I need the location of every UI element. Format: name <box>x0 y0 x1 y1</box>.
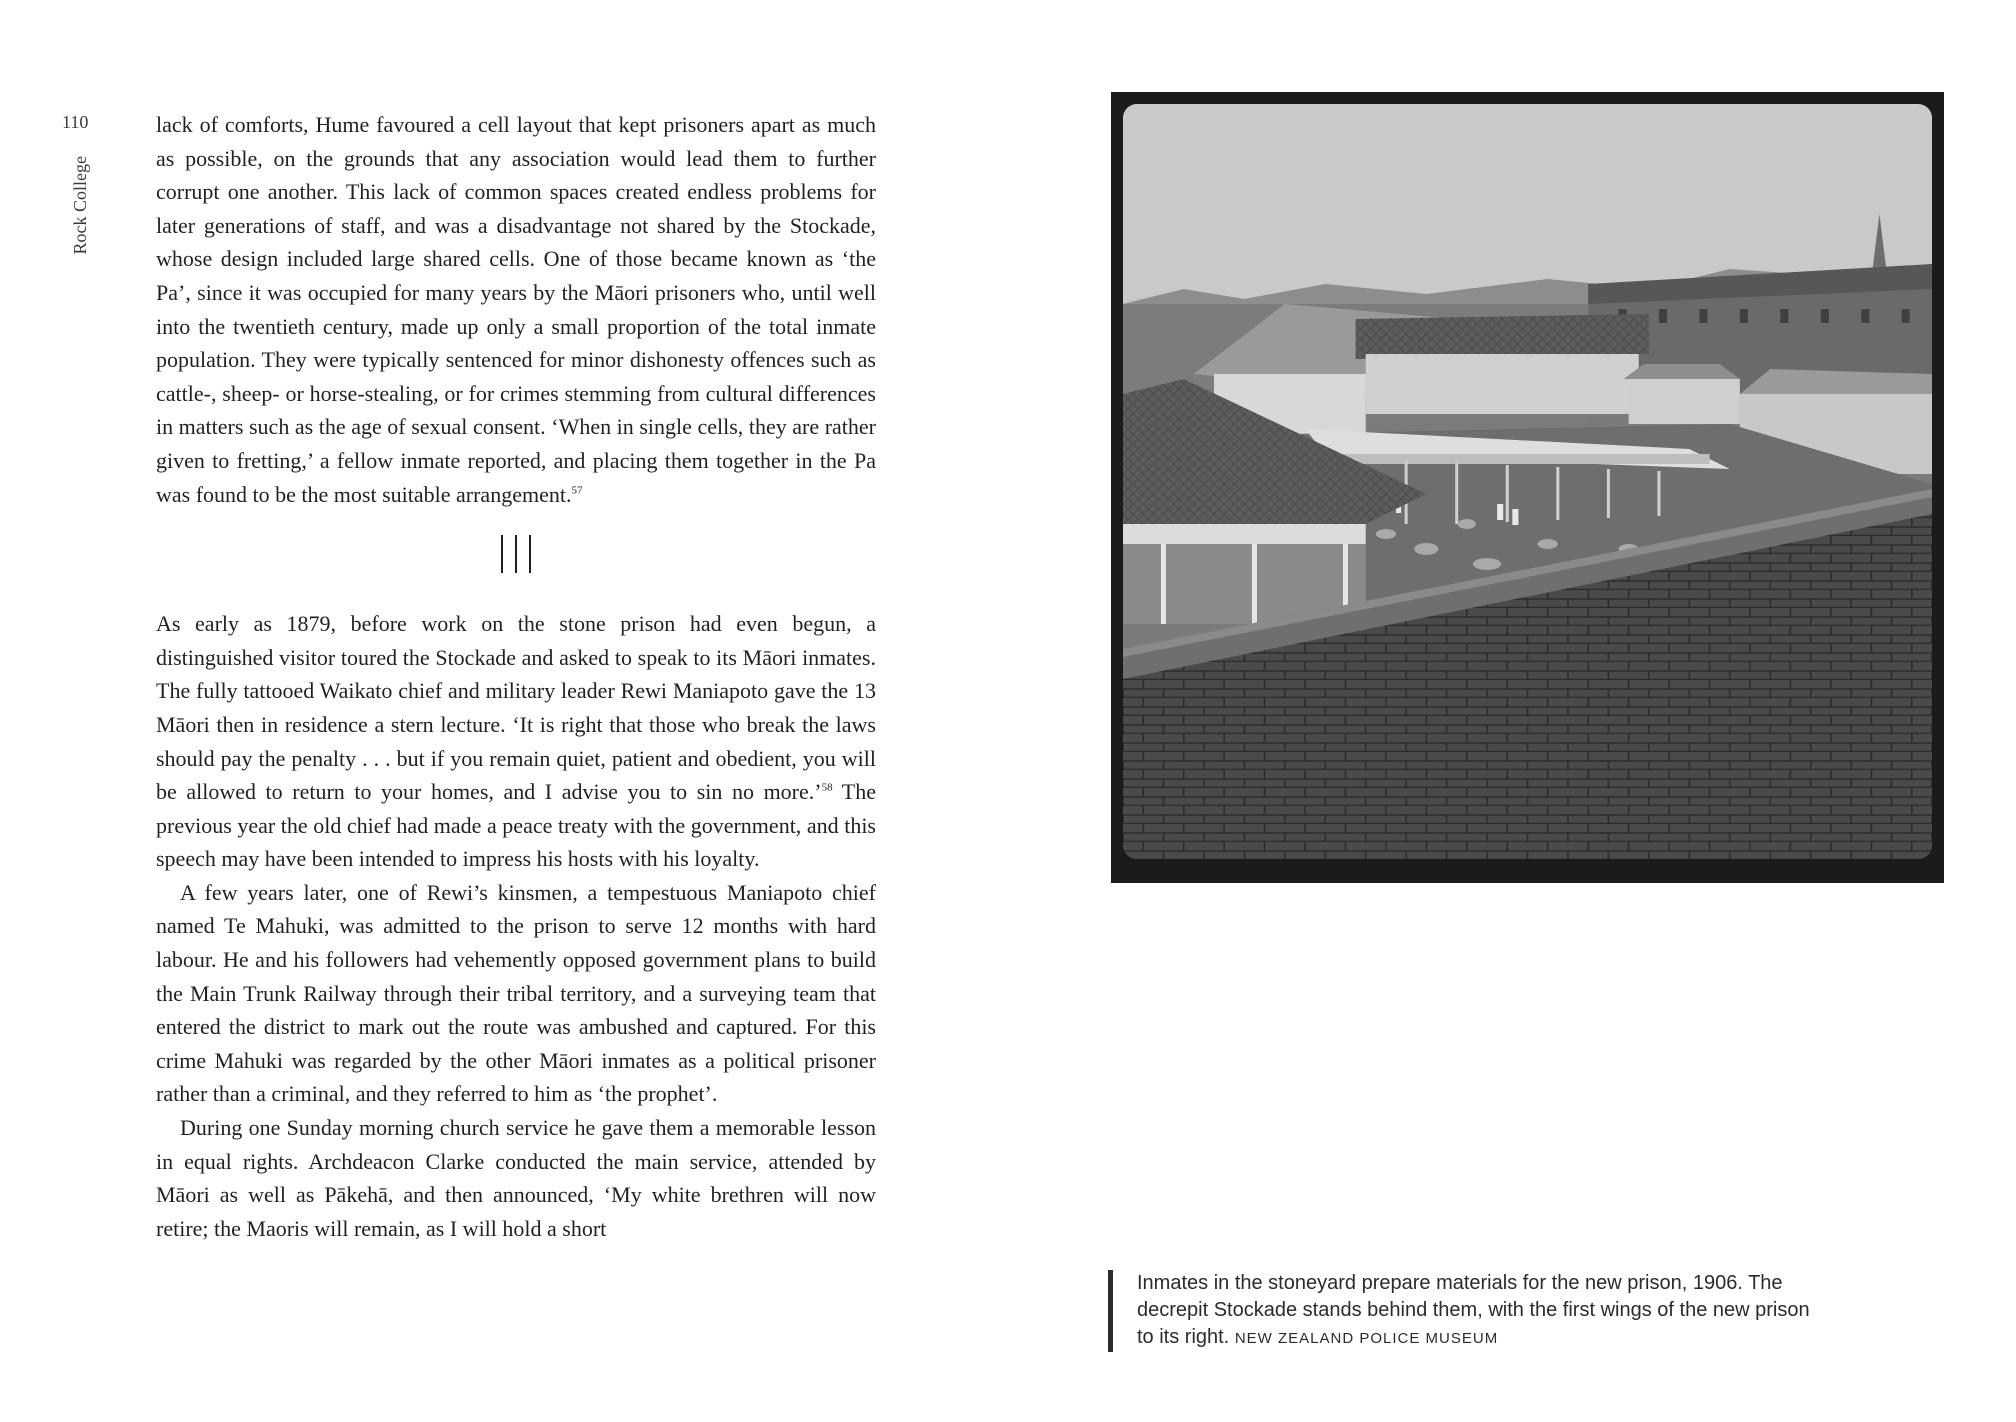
stoneyard-photograph <box>1123 104 1932 859</box>
paragraph-text: The previous year the old chief had made a peace treaty with the government, and this speech may have been intended to impress his hosts with his loyalty. <box>156 779 876 872</box>
paragraph <box>156 607 876 876</box>
paragraph: A few years later, one of Rewi’s kinsmen, a tempestuous Maniapoto chief named Te Mahuki, was admitted to the prison to serve 12 months with hard labour. He and his followers had vehemently opposed government plans to build the Main Trunk Railway through their tribal territory, and a surveying team that entered the district to mark out the route was ambushed and captured. For this crime Mahuki was regarded by the other Māori inmates as a political prisoner rather than a criminal, and they referred to him as ‘the prophet’. <box>156 879 876 1107</box>
footnote-ref: 57 <box>571 484 583 497</box>
body-text <box>156 108 876 1245</box>
photo-credit: NEW ZEALAND POLICE MUSEUM <box>1234 1330 1499 1347</box>
paragraph <box>156 108 876 511</box>
running-head: Rock College <box>70 156 90 255</box>
photo-caption <box>1108 1270 1817 1352</box>
section-break-ornament <box>156 535 876 573</box>
paragraph: During one Sunday morning church service he gave them a memorable lesson in equal rights. Archdeacon Clarke conducted the main service, attended by Māori as well as Pākehā, and then announced, ‘My white brethren will now retire; the Maoris will remain, as I will hold a short <box>156 1115 876 1241</box>
page-number: 110 <box>62 112 89 132</box>
photo-illustration <box>1123 104 1932 859</box>
paragraph-text: lack of comforts, Hume favoured a cell layout that kept prisoners apart as much as possible, on the grounds that any association would lead them to further corrupt one another. This lack of common spaces created endless problems for later generations of staff, and was a disadvantage not shared by the Stockade, whose design included large shared cells. One of those became known as ‘the Pa’, since it was occupied for many years by the Māori prisoners who, until well into the twentieth century, made up only a small proportion of the total inmate population. They were typically sentenced for minor dishonesty offences such as cattle-, sheep- or horse-stealing, or for crimes stemming from cultural differences in matters such as the age of sexual consent. ‘When in single cells, they are rather given to fretting,’ a fellow inmate reported, and placing them together in the Pa was found to be the most suitable arrangement. <box>156 112 876 507</box>
caption-text: Inmates in the stoneyard prepare materials for the new prison, 1906. The decrepit Stockade stands behind them, with the first wings of the new prison to its right. <box>1137 1272 1810 1348</box>
footnote-ref: 58 <box>821 781 833 794</box>
paragraph-text: As early as 1879, before work on the stone prison had even begun, a distinguished visitor toured the Stockade and asked to speak to its Māori inmates. The fully tattooed Waikato chief and military leader Rewi Maniapoto gave the 13 Māori then in residence a stern lecture. ‘It is right that those who break the laws should pay the penalty . . . but if you remain quiet, patient and obedient, you will be allowed to return to your homes, and I advise you to sin no more.’ <box>156 611 876 805</box>
photograph-frame <box>1111 92 1944 883</box>
